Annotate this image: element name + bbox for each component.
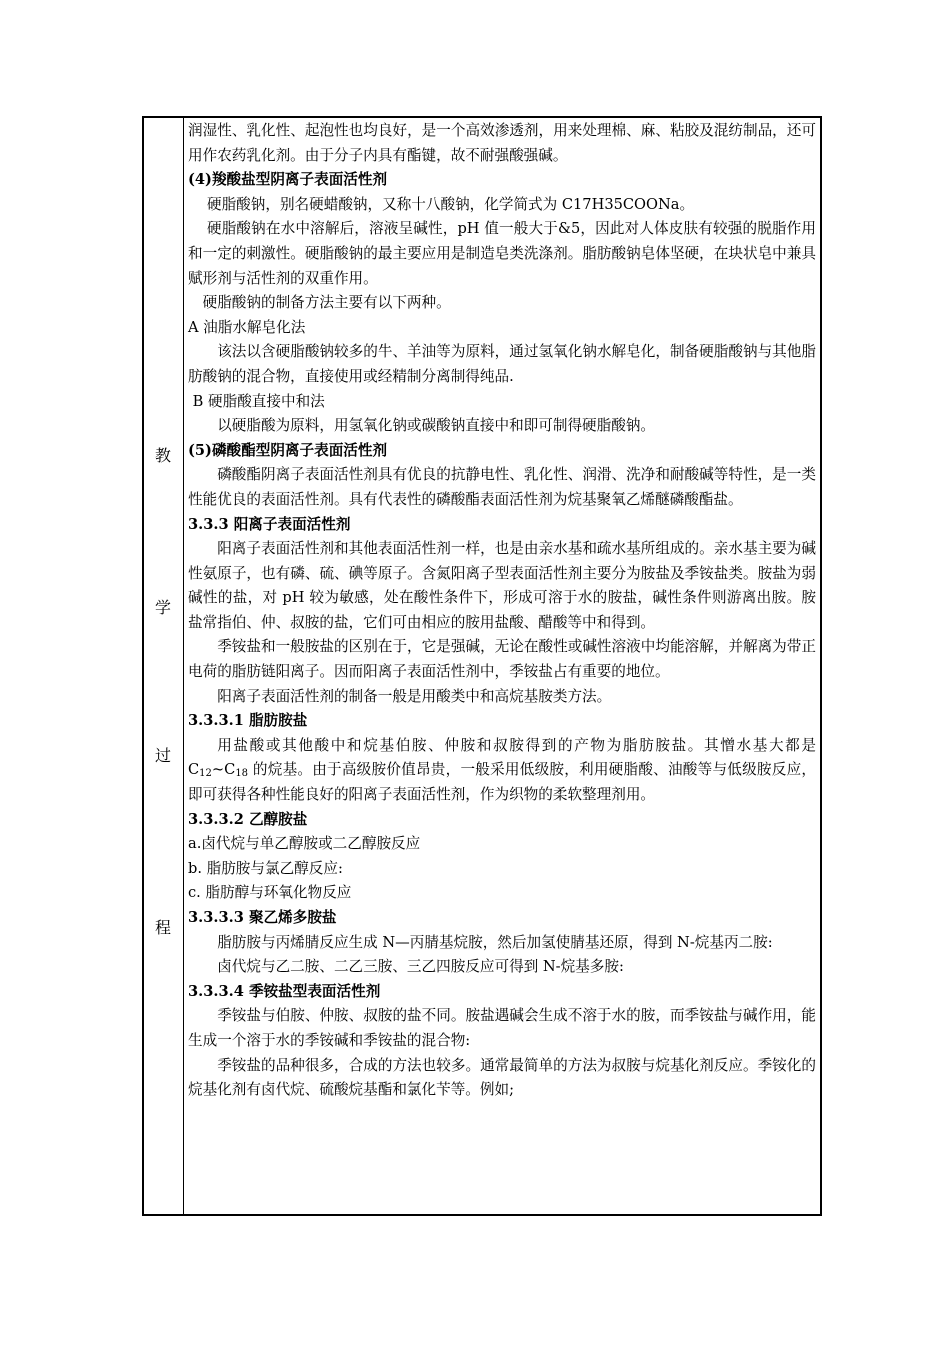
list-item: c. 脂肪醇与环氧化物反应: [188, 884, 352, 902]
section-heading: 3.3.3.1 脂肪胺盐: [188, 712, 308, 730]
subscript: 12: [199, 768, 212, 780]
method-label: B 硬脂酸直接中和法: [188, 392, 325, 410]
side-label-char: 程: [154, 918, 171, 937]
method-label: A 油脂水解皂化法: [188, 318, 306, 336]
paragraph: 该法以含硬脂酸钠较多的牛、羊油等为原料，通过氢氧化钠水解皂化，制备硬脂酸钠与其他脂肪酸钠的混合物，直接使用或经精制分离制得纯品.: [188, 343, 816, 385]
lesson-table: [142, 116, 822, 1216]
list-item: b. 脂肪胺与氯乙醇反应:: [188, 859, 343, 877]
list-item: a.卤代烷与单乙醇胺或二乙醇胺反应: [188, 835, 421, 853]
paragraph-fatty-amine: [188, 734, 816, 808]
side-label-char: 过: [154, 746, 171, 765]
paragraph: 阳离子表面活性剂的制备一般是用酸类中和高烷基胺类方法。: [217, 687, 612, 705]
section-heading: 3.3.3.4 季铵盐型表面活性剂: [188, 982, 381, 1000]
text-run: 用盐酸或其他酸中和烷基伯胺、仲胺和叔胺得到的产物为脂肪胺盐。其憎水基大都是 C: [188, 736, 816, 779]
paragraph: 阳离子表面活性剂和其他表面活性剂一样，也是由亲水基和疏水基所组成的。亲水基主要为碱性氨原子，也有磷、硫、碘等原子。含氮阳离子型表面活性剂主要分为胺盐及季铵盐类。胺盐为弱碱性的盐，对 pH 较为敏感，处在酸性条件下，形成可溶于水的胺盐，碱性条件则游离出胺。胺盐常指伯、仲、叔胺的盐，它们可由相应的胺用盐酸、醋酸等中和得到。: [188, 540, 816, 631]
paragraph: 季铵盐的品种很多，合成的方法也较多。通常最简单的方法为叔胺与烷基化剂反应。季铵化的烷基化剂有卤代烷、硫酸烷基酯和氯化苄等。例如;: [188, 1056, 816, 1099]
paragraph: 季铵盐与伯胺、仲胺、叔胺的盐不同。胺盐遇碱会生成不溶于水的胺，而季铵盐与碱作用，能生成一个溶于水的季铵碱和季铵盐的混合物:: [188, 1007, 816, 1049]
content-column: [188, 119, 816, 1103]
paragraph: 卤代烷与乙二胺、二乙三胺、三乙四胺反应可得到 N-烷基多胺:: [217, 958, 624, 976]
side-label-char: 教: [154, 446, 171, 465]
paragraph: 润湿性、乳化性、起泡性也均良好，是一个高效渗透剂，用来处理棉、麻、粘胶及混纺制品，还可用作农药乳化剂。由于分子内具有酯键，故不耐强酸强碱。: [188, 122, 816, 164]
paragraph: 硬脂酸钠，别名硬蜡酸钠，又称十八酸钠，化学简式为 C17H35COONa。: [206, 195, 695, 213]
section-heading: 3.3.3.3 聚乙烯多胺盐: [188, 909, 337, 926]
paragraph: 硬脂酸钠在水中溶解后，溶液呈碱性，pH 值一般大于&5，因此对人体皮肤有较强的脱脂作用和一定的刺激性。硬脂酸钠的最主要应用是制造皂类洗涤剂。脂肪酸钠皂体坚硬，在块状皂中兼具赋形剂与活性剂的双重作用。: [188, 220, 816, 287]
section-heading: (4)羧酸盐型阴离子表面活性剂: [188, 171, 388, 189]
paragraph: 以硬脂酸为原料，用氢氧化钠或碳酸钠直接中和即可制得硬脂酸钠。: [217, 417, 656, 435]
section-heading: 3.3.3 阳离子表面活性剂: [188, 515, 351, 533]
paragraph: 磷酸酯阴离子表面活性剂具有优良的抗静电性、乳化性、润滑、洗净和耐酸碱等特性，是一类性能优良的表面活性剂。具有代表性的磷酸酯表面活性剂为烷基聚氧乙烯醚磷酸酯盐。: [188, 466, 816, 508]
subscript: 18: [235, 768, 249, 780]
text-run: ~C: [211, 761, 236, 779]
side-label-char: 学: [154, 598, 171, 617]
paragraph: 季铵盐和一般胺盐的区别在于，它是强碱，无论在酸性或碱性溶液中均能溶解，并解离为带正电荷的脂肪链阳离子。因而阳离子表面活性剂中，季铵盐占有重要的地位。: [188, 638, 816, 681]
paragraph: 硬脂酸钠的制备方法主要有以下两种。: [202, 294, 451, 312]
side-label-column: [144, 118, 184, 1214]
text-run: 的烷基。由于高级胺价值昂贵，一般采用低级胺，利用硬脂酸、油酸等与低级胺反应，即可获得各种性能良好的阳离子表面活性剂，作为织物的柔软整理剂用。: [188, 761, 816, 804]
section-heading: (5)磷酸酯型阴离子表面活性剂: [188, 441, 388, 459]
paragraph: 脂肪胺与丙烯腈反应生成 N—丙腈基烷胺，然后加氢使腈基还原，得到 N-烷基丙二胺:: [217, 933, 773, 951]
section-heading: 3.3.3.2 乙醇胺盐: [188, 810, 308, 828]
